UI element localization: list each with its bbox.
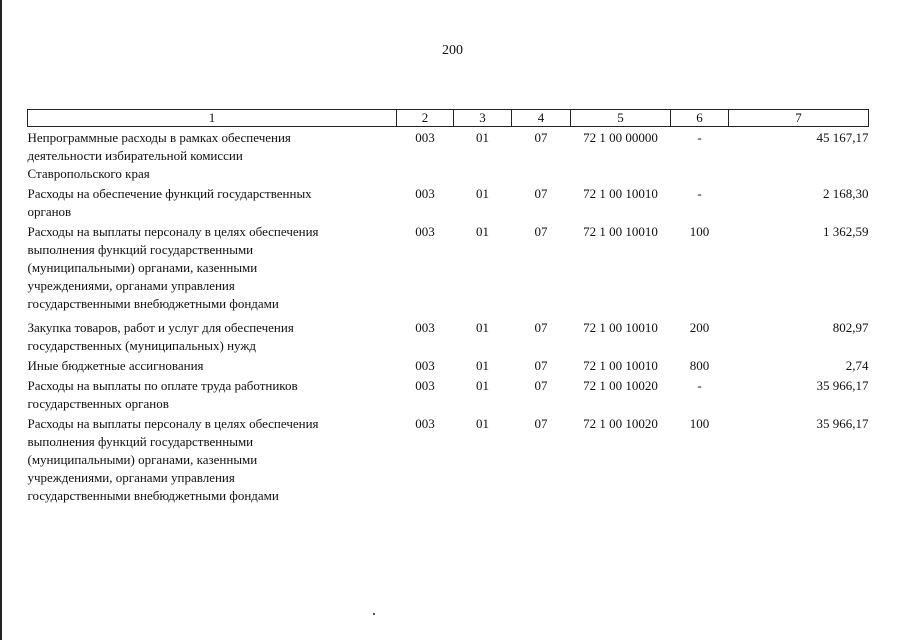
expense-name-cell <box>28 221 397 313</box>
expense-name-cell <box>28 355 397 375</box>
amount-cell: 35 966,17 <box>816 378 869 393</box>
expense-name-line: Расходы на выплаты персоналу в целях обеспечения <box>27 416 319 431</box>
subsection-code-cell: 07 <box>534 358 548 373</box>
expense-type-cell: - <box>697 378 702 393</box>
expense-name-line: государственными внебюджетными фондами <box>27 488 279 503</box>
amount-cell: 1 362,59 <box>823 224 869 239</box>
expense-name-cell <box>28 127 397 184</box>
target-article-cell: 72 1 00 10010 <box>583 320 658 335</box>
subsection-code-cell: 07 <box>534 320 548 335</box>
expense-name-line: Закупка товаров, работ и услуг для обеспечения <box>27 320 294 335</box>
subsection-code-cell: 07 <box>534 416 548 431</box>
page-left-edge-line <box>0 0 2 640</box>
expense-type-cell: 100 <box>689 416 710 431</box>
expense-name-line: Непрограммные расходы в рамках обеспечения <box>27 130 291 145</box>
ved-code-cell: 003 <box>415 224 435 239</box>
target-article-cell: 72 1 00 10020 <box>583 416 658 431</box>
target-article-cell: 72 1 00 10020 <box>583 378 658 393</box>
table-row <box>28 375 869 413</box>
header-col-6: 6 <box>671 110 729 127</box>
table-header-row <box>28 110 869 127</box>
table-row <box>28 355 869 375</box>
expense-name-line: государственных (муниципальных) нужд <box>27 338 256 353</box>
header-col-5: 5 <box>571 110 671 127</box>
expense-name-cell <box>28 183 397 221</box>
expense-type-cell: 800 <box>689 358 710 373</box>
expense-type-cell: - <box>697 130 702 145</box>
table-row <box>28 127 869 184</box>
target-article-cell: 72 1 00 10010 <box>583 358 658 373</box>
expense-name-line: государственными внебюджетными фондами <box>27 296 279 311</box>
table-row <box>28 183 869 221</box>
expense-name-line: Расходы на выплаты по оплате труда работников <box>27 378 298 393</box>
section-code-cell: 01 <box>476 186 489 201</box>
header-col-2: 2 <box>397 110 454 127</box>
page-number: 200 <box>442 43 463 58</box>
table-row <box>28 313 869 355</box>
expense-name-line: органов <box>27 204 72 219</box>
expense-name-line: (муниципальными) органами, казенными <box>27 260 258 275</box>
table-row <box>28 221 869 313</box>
table-body <box>28 127 869 506</box>
expense-name-line: Иные бюджетные ассигнования <box>27 358 204 373</box>
amount-cell: 45 167,17 <box>816 130 869 145</box>
expense-name-line: выполнения функций государственными <box>27 242 254 257</box>
expense-name-line: Расходы на выплаты персоналу в целях обеспечения <box>27 224 319 239</box>
expense-name-cell <box>28 413 397 505</box>
amount-cell: 2 168,30 <box>823 186 869 201</box>
header-col-7: 7 <box>729 110 869 127</box>
expense-name-cell <box>28 313 397 355</box>
header-col-1: 1 <box>28 110 397 127</box>
ved-code-cell: 003 <box>415 378 435 393</box>
ved-code-cell: 003 <box>415 186 435 201</box>
subsection-code-cell: 07 <box>534 378 548 393</box>
amount-cell: 35 966,17 <box>816 416 869 431</box>
expense-type-cell: - <box>697 186 702 201</box>
target-article-cell: 72 1 00 10010 <box>583 224 658 239</box>
expense-name-line: Расходы на обеспечение функций государственных <box>27 186 312 201</box>
ved-code-cell: 003 <box>415 320 435 335</box>
subsection-code-cell: 07 <box>534 186 548 201</box>
ved-code-cell: 003 <box>415 358 435 373</box>
ved-code-cell: 003 <box>415 416 435 431</box>
expense-name-line: Ставропольского края <box>27 166 150 181</box>
expense-name-line: учреждениями, органами управления <box>27 470 235 485</box>
budget-table <box>27 109 869 505</box>
ved-code-cell: 003 <box>415 130 435 145</box>
section-code-cell: 01 <box>476 130 489 145</box>
expense-type-cell: 200 <box>689 320 710 335</box>
subsection-code-cell: 07 <box>534 130 548 145</box>
expense-name-line: выполнения функций государственными <box>27 434 254 449</box>
expense-name-line: деятельности избирательной комиссии <box>27 148 243 163</box>
section-code-cell: 01 <box>476 224 489 239</box>
amount-cell: 802,97 <box>832 320 869 335</box>
table-row <box>28 413 869 505</box>
expense-type-cell: 100 <box>689 224 710 239</box>
expense-name-line: (муниципальными) органами, казенными <box>27 452 258 467</box>
expense-name-cell <box>28 375 397 413</box>
target-article-cell: 72 1 00 10010 <box>583 186 658 201</box>
section-code-cell: 01 <box>476 378 489 393</box>
expense-name-line: учреждениями, органами управления <box>27 278 235 293</box>
section-code-cell: 01 <box>476 320 489 335</box>
scan-speck <box>373 613 375 615</box>
section-code-cell: 01 <box>476 416 489 431</box>
amount-cell: 2,74 <box>845 358 869 373</box>
expense-name-line: государственных органов <box>27 396 169 411</box>
subsection-code-cell: 07 <box>534 224 548 239</box>
target-article-cell: 72 1 00 00000 <box>583 130 658 145</box>
header-col-4: 4 <box>512 110 571 127</box>
section-code-cell: 01 <box>476 358 489 373</box>
header-col-3: 3 <box>454 110 512 127</box>
